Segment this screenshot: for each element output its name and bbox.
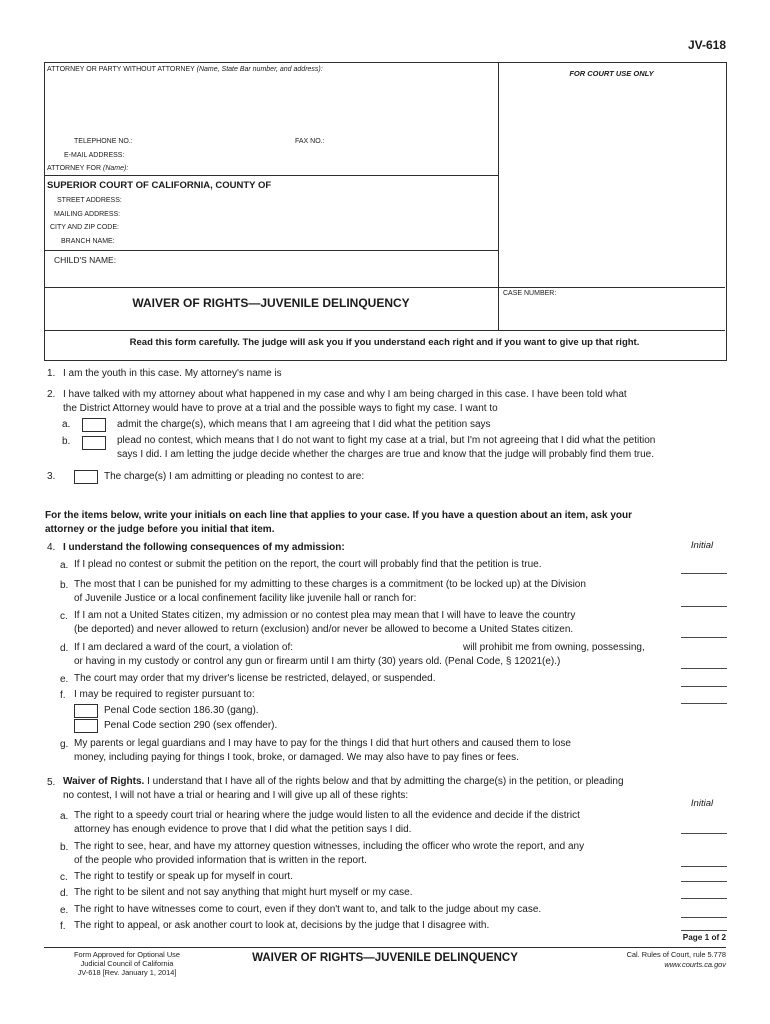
branch-name-label: BRANCH NAME:: [61, 238, 115, 245]
form-title: WAIVER OF RIGHTS—JUVENILE DELINQUENCY: [132, 296, 410, 310]
item4-number: 4.: [47, 542, 56, 553]
attorney-box-label-text: ATTORNEY OR PARTY WITHOUT ATTORNEY: [47, 66, 195, 73]
initial-field-4d[interactable]: [681, 668, 727, 669]
childs-name-label: CHILD'S NAME:: [54, 255, 117, 265]
attorney-box-label: [47, 66, 323, 74]
item2a-text: admit the charge(s), which means that I am agreeing that I did what the petition says: [117, 419, 491, 430]
item4e-text: The court may order that my driver's license be restricted, delayed, or suspended.: [74, 673, 436, 684]
attorney-for-label-hint: (Name):: [103, 165, 129, 172]
court-box-bottom-line: [44, 250, 498, 251]
item5b-line1: The right to see, hear, and have my attorney question witnesses, including the officer who wrote the report, and any: [74, 841, 585, 852]
attorney-for-label: [47, 165, 128, 173]
item5e-letter: e.: [60, 905, 69, 916]
checkbox-charges-admitting[interactable]: [74, 470, 98, 484]
page-number: Page 1 of 2: [682, 933, 726, 942]
footer-approval-line1: Form Approved for Optional Use: [74, 950, 180, 959]
item5-line2: no contest, I will not have a trial or hearing and I will give up all of these rights:: [63, 790, 409, 801]
item4c-letter: c.: [60, 611, 68, 622]
footer-approval-line2: Judicial Council of California: [80, 958, 174, 968]
attorney-box-bottom-line: [44, 175, 498, 176]
item5d-text: The right to be silent and not say anything that might hurt myself or my case.: [74, 887, 413, 898]
item4d-line2: or having in my custody or control any gun or firearm until I am thirty (30) years old. (Penal Code, § 12021(e).): [74, 656, 561, 667]
checkbox-plead-no-contest[interactable]: [82, 436, 106, 450]
footer-rule: [44, 947, 726, 948]
item5b-letter: b.: [60, 842, 69, 853]
mailing-address-label: MAILING ADDRESS:: [54, 211, 121, 218]
checkbox-penal-18630[interactable]: [74, 704, 98, 718]
notice-text: Read this form carefully. The judge will ask you if you understand each right and if you want to give up that right.: [129, 337, 640, 348]
item4-heading: I understand the following consequences of my admission:: [63, 542, 345, 553]
item5-number: 5.: [47, 777, 56, 788]
item1-text: I am the youth in this case. My attorney's name is: [63, 368, 282, 379]
checkbox-admit-charges[interactable]: [82, 418, 106, 432]
case-number-label: CASE NUMBER:: [503, 290, 557, 297]
initial-field-4a[interactable]: [681, 573, 727, 574]
item3-text: The charge(s) I am admitting or pleading no contest to are:: [104, 471, 365, 482]
childname-box-bottom-line: [44, 287, 725, 288]
item4b-letter: b.: [60, 580, 69, 591]
street-address-label: STREET ADDRESS:: [57, 197, 122, 204]
item5f-letter: f.: [60, 921, 66, 932]
initial-field-4c[interactable]: [681, 637, 727, 638]
item4g-letter: g.: [60, 739, 69, 750]
item4e-letter: e.: [60, 674, 69, 685]
initial-field-5d[interactable]: [681, 898, 727, 899]
footer-approval-line3: JV-618 [Rev. January 1, 2014]: [77, 967, 177, 977]
form-number: JV-618: [687, 38, 726, 52]
item2-line1: I have talked with my attorney about what happened in my case and why I am being charged in this case. I have been told what: [63, 389, 627, 400]
item2b-line1: plead no contest, which means that I do not want to fight my case at a trial, but I'm not agreeing that I did what the petition: [117, 435, 656, 446]
item4c-line1: If I am not a United States citizen, my admission or no contest plea may mean that I will have to leave the country: [74, 610, 576, 621]
item5b-line2: of the people who provided information that is written in the report.: [74, 855, 367, 866]
item4d-line1-right: will prohibit me from owning, possessing,: [463, 642, 645, 653]
item5c-letter: c.: [60, 872, 68, 883]
header-box-border: [44, 62, 727, 361]
item3-number: 3.: [47, 471, 56, 482]
superior-court-label: SUPERIOR COURT OF CALIFORNIA, COUNTY OF: [47, 180, 272, 191]
item5e-text: The right to have witnesses come to court, even if they don't want to, and talk to the judge about my case.: [74, 904, 542, 915]
item4-initial-label: Initial: [690, 540, 714, 551]
item4f-cb2-text: Penal Code section 290 (sex offender).: [104, 720, 278, 731]
item1-number: 1.: [47, 368, 56, 379]
instruction-line1: For the items below, write your initials on each line that applies to your case. If you have a question about an item, ask your: [45, 510, 632, 521]
item5c-text: The right to testify or speak up for myself in court.: [74, 871, 293, 882]
attorney-box-label-hint: (Name, State Bar number, and address):: [196, 66, 323, 73]
item5a-letter: a.: [60, 811, 69, 822]
item5a-line2: attorney has enough evidence to prove that I did what the petition says I did.: [74, 824, 412, 835]
item5-heading-rest: I understand that I have all of the rights below and that by admitting the charge(s) in the petition, or pleading: [147, 776, 624, 787]
item4f-text: I may be required to register pursuant to:: [74, 689, 255, 700]
initial-field-4e[interactable]: [681, 686, 727, 687]
initial-field-5f[interactable]: [681, 930, 727, 931]
city-zip-label: CITY AND ZIP CODE:: [50, 224, 119, 231]
initial-field-4f[interactable]: [681, 703, 727, 704]
initial-field-5a[interactable]: [681, 833, 727, 834]
item2-number: 2.: [47, 389, 56, 400]
item2b-line2: says I did. I am letting the judge decide whether the charges are true and know that the judge will probably find them true.: [117, 449, 654, 460]
item5-initial-label: Initial: [690, 798, 714, 809]
fax-label: FAX NO.:: [295, 138, 325, 145]
item4a-text: If I plead no contest or submit the petition on the report, the court will probably find that the petition is true.: [74, 559, 542, 570]
item5d-letter: d.: [60, 888, 69, 899]
initial-field-5c[interactable]: [681, 881, 727, 882]
item2a-letter: a.: [62, 419, 71, 430]
header-vertical-divider: [498, 62, 499, 330]
footer-website: www.courts.ca.gov: [664, 960, 726, 969]
item5-heading: [63, 776, 624, 787]
telephone-label: TELEPHONE NO.:: [74, 138, 133, 145]
footer-rule-citation: Cal. Rules of Court, rule 5.778: [626, 950, 726, 959]
item4g-line1: My parents or legal guardians and I may have to pay for the things I did that hurt others and caused them to lose: [74, 738, 571, 749]
footer-form-title: WAIVER OF RIGHTS—JUVENILE DELINQUENCY: [252, 952, 518, 964]
instruction-line2: attorney or the judge before you initial that item.: [45, 524, 275, 535]
item4f-cb1-text: Penal Code section 186.30 (gang).: [104, 705, 259, 716]
item4b-line1: The most that I can be punished for my admitting to these charges is a commitment (to be locked up) at the Division: [74, 579, 586, 590]
item4g-line2: money, including paying for things I took, broke, or damaged. We may also have to pay fines or fees.: [74, 752, 519, 763]
initial-field-5b[interactable]: [681, 866, 727, 867]
item2-line2: the District Attorney would have to prove at a trial and the possible ways to fight my case. I want to: [63, 403, 498, 414]
item4b-line2: of Juvenile Justice or a local confinement facility like juvenile hall or ranch for:: [74, 593, 417, 604]
item5a-line1: The right to a speedy court trial or hearing where the judge would listen to all the evidence and decide if the district: [74, 810, 580, 821]
item2b-letter: b.: [62, 436, 71, 447]
item4c-line2: (be deported) and never allowed to return (exclusion) and/or never be allowed to become a United States citizen.: [74, 624, 574, 635]
attorney-for-label-text: ATTORNEY FOR: [47, 165, 102, 172]
checkbox-penal-290[interactable]: [74, 719, 98, 733]
item4d-letter: d.: [60, 643, 69, 654]
initial-field-5e[interactable]: [681, 917, 727, 918]
item5f-text: The right to appeal, or ask another court to look at, decisions by the judge that I disagree with.: [74, 920, 490, 931]
initial-field-4b[interactable]: [681, 606, 727, 607]
item4d-line1-left: If I am declared a ward of the court, a violation of:: [74, 642, 294, 653]
title-box-bottom-line: [44, 330, 725, 331]
item4f-letter: f.: [60, 690, 66, 701]
for-court-use-label: FOR COURT USE ONLY: [569, 69, 654, 78]
item4a-letter: a.: [60, 560, 69, 571]
item5-heading-bold: Waiver of Rights.: [63, 776, 145, 787]
email-label: E-MAIL ADDRESS:: [64, 152, 125, 159]
